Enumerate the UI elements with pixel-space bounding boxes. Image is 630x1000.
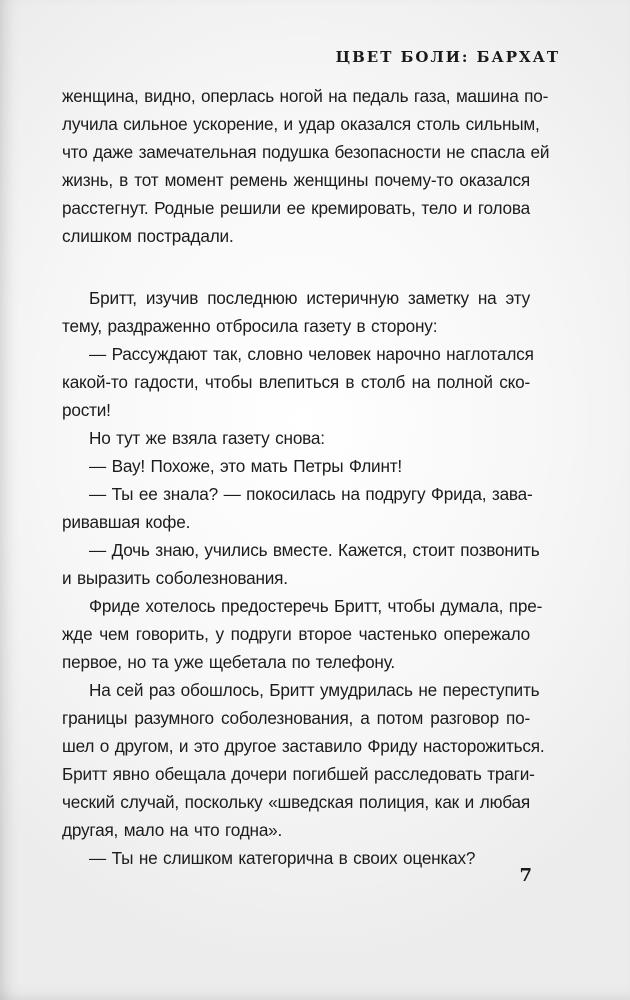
text-line: лучила сильное ускорение, и удар оказался столь сильным, [62, 114, 540, 134]
text-line: жизнь, в тот момент ремень женщины почему-то оказался [62, 170, 530, 190]
page-number: 7 [519, 865, 532, 886]
text-line: Фриде хотелось предостеречь Бритт, чтобы думала, пре- [89, 596, 543, 616]
text-line: Бритт явно обещала дочери погибшей расследовать траги- [62, 764, 535, 784]
text-line: Но тут же взяла газету снова: [89, 428, 325, 448]
text-line: другая, мало на что годна». [62, 820, 283, 840]
text-line: — Рассуждают так, словно человек нарочно наглотался [89, 344, 534, 364]
text-line: ческий случай, поскольку «шведская полиция, как и любая [62, 792, 530, 812]
text-line: Бритт, изучив последнюю истеричную заметку на эту [89, 288, 530, 308]
text-line: слишком пострадали. [62, 226, 234, 246]
text-line: рости! [62, 400, 111, 420]
text-line: — Дочь знаю, учились вместе. Кажется, стоит позвонить [89, 540, 540, 560]
text-line: ривавшая кофе. [62, 512, 191, 532]
text-line: тему, раздраженно отбросила газету в сторону: [62, 316, 438, 336]
text-line: какой-то гадости, чтобы влепиться в столб на полной ско- [62, 372, 530, 392]
dialogue-section [62, 284, 545, 872]
text-line: шел о другом, и это другое заставило Фриду насторожиться. [62, 736, 545, 756]
text-line: женщина, видно, оперлась ногой на педаль газа, машина по- [62, 86, 549, 106]
text-line: — Ты не слишком категорична в своих оценках? [89, 848, 476, 868]
text-line: расстегнут. Родные решили ее кремировать, тело и голова [62, 198, 530, 218]
text-line: что даже замечательная подушка безопасности не спасла ей [62, 142, 550, 162]
paragraph-continued [62, 82, 550, 250]
running-title: ЦВЕТ БОЛИ: БАРХАТ [335, 48, 560, 66]
text-line: — Ты ее знала? — покосилась на подругу Фрида, зава- [89, 484, 533, 504]
text-line: жде чем говорить, у подруги второе частенько опережало [62, 624, 530, 644]
text-line: На сей раз обошлось, Бритт умудрилась не переступить [89, 680, 540, 700]
text-line: и выразить соболезнования. [62, 568, 288, 588]
text-line: — Вау! Похоже, это мать Петры Флинт! [89, 456, 402, 476]
text-line: границы разумного соболезнования, а потом разговор по- [62, 708, 530, 728]
text-line: первое, но та уже щебетала по телефону. [62, 652, 395, 672]
